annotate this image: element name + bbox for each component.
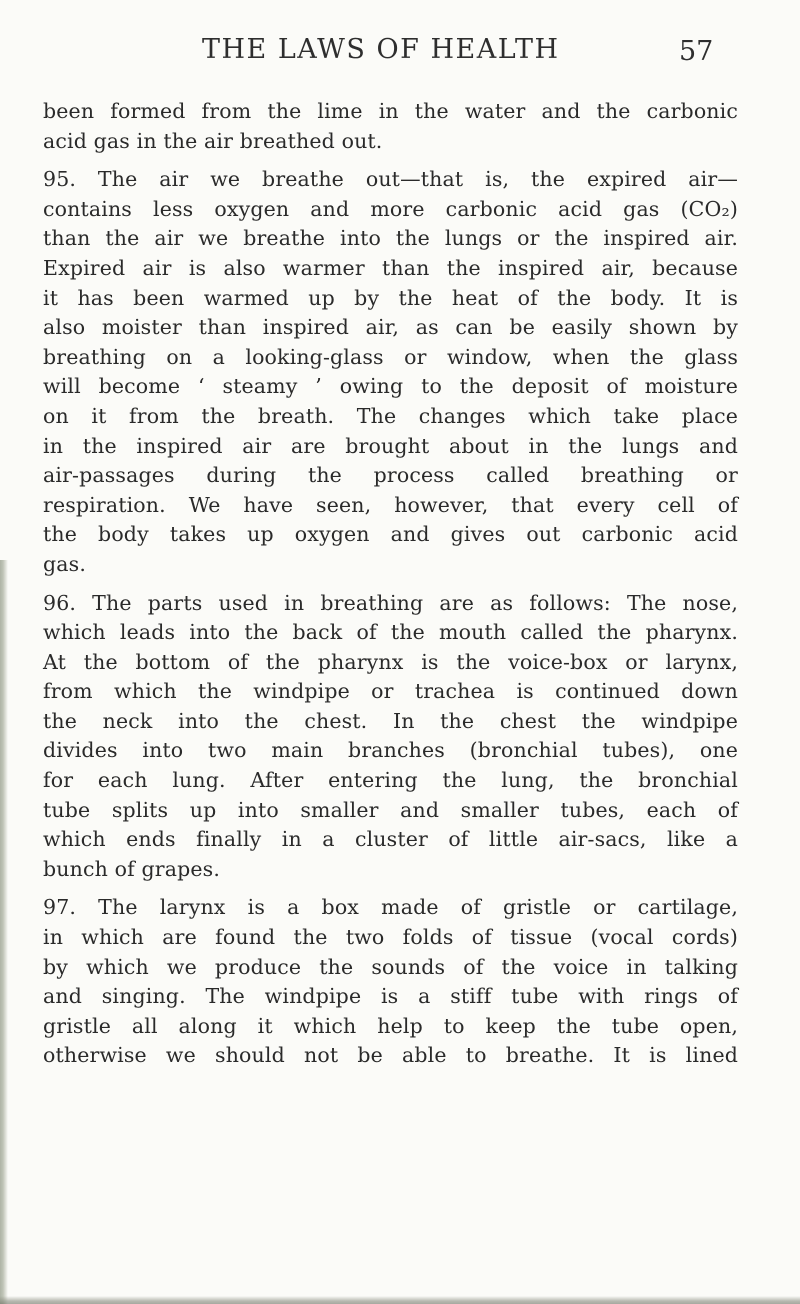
text-line: by which we produce the sounds of the voice in talking	[43, 954, 738, 979]
page-bottom-edge	[0, 1296, 800, 1304]
text-line: for each lung. After entering the lung, the bronchial	[43, 768, 738, 793]
text-line: also moister than inspired air, as can be easily shown by	[43, 315, 738, 340]
text-line: tube splits up into smaller and smaller tubes, each of	[43, 797, 738, 822]
text-line: from which the windpipe or trachea is continued down	[43, 679, 738, 704]
text-line: on it from the breath. The changes which take place	[43, 403, 738, 428]
paragraph-gap	[43, 580, 738, 589]
text-line: At the bottom of the pharynx is the voice-box or larynx,	[43, 649, 738, 674]
text-line: divides into two main branches (bronchial tubes), one	[43, 738, 738, 763]
text-line: it has been warmed up by the heat of the body. It is	[43, 285, 738, 310]
text-line: Expired air is also warmer than the inspired air, because	[43, 255, 738, 280]
text-line: respiration. We have seen, however, that every cell of	[43, 492, 738, 517]
text-line: breathing on a looking-glass or window, when the glass	[43, 344, 738, 369]
text-line: 95. The air we breathe out—that is, the expired air—	[43, 167, 738, 192]
paragraph-gap	[43, 884, 738, 893]
text-line: 97. The larynx is a box made of gristle or cartilage,	[43, 895, 738, 920]
text-line: and singing. The windpipe is a stiff tube with rings of	[43, 984, 738, 1009]
text-line: than the air we breathe into the lungs or the inspired air.	[43, 226, 738, 251]
page-number: 57	[679, 36, 714, 67]
text-line: bunch of grapes.	[43, 856, 221, 881]
text-line: been formed from the lime in the water and the carbonic	[43, 99, 738, 123]
text-line: 96. The parts used in breathing are as follows: The nose,	[43, 590, 738, 615]
text-line: gas.	[43, 551, 86, 576]
paragraph-gap	[43, 156, 738, 165]
text-line: the neck into the chest. In the chest the windpipe	[43, 708, 738, 733]
text-line: will become ‘ steamy ’ owing to the deposit of moisture	[43, 374, 738, 399]
text-line: acid gas in the air breathed out.	[43, 128, 383, 153]
text-line: which ends finally in a cluster of little air-sacs, like a	[43, 827, 738, 852]
running-head	[0, 34, 800, 78]
body-text	[43, 97, 738, 1071]
text-line: gristle all along it which help to keep the tube open,	[43, 1013, 738, 1038]
text-line: contains less oxygen and more carbonic acid gas (CO₂)	[43, 196, 738, 221]
page-edge-shadow	[0, 560, 8, 1304]
text-line: otherwise we should not be able to breathe. It is lined	[43, 1043, 738, 1068]
running-title: THE LAWS OF HEALTH	[202, 34, 560, 65]
text-line: air-passages during the process called breathing or	[43, 463, 738, 488]
text-line: which leads into the back of the mouth called the pharynx.	[43, 620, 738, 645]
text-line: the body takes up oxygen and gives out carbonic acid	[43, 522, 738, 547]
text-line: in the inspired air are brought about in the lungs and	[43, 433, 738, 458]
text-line: in which are found the two folds of tissue (vocal cords)	[43, 925, 738, 950]
